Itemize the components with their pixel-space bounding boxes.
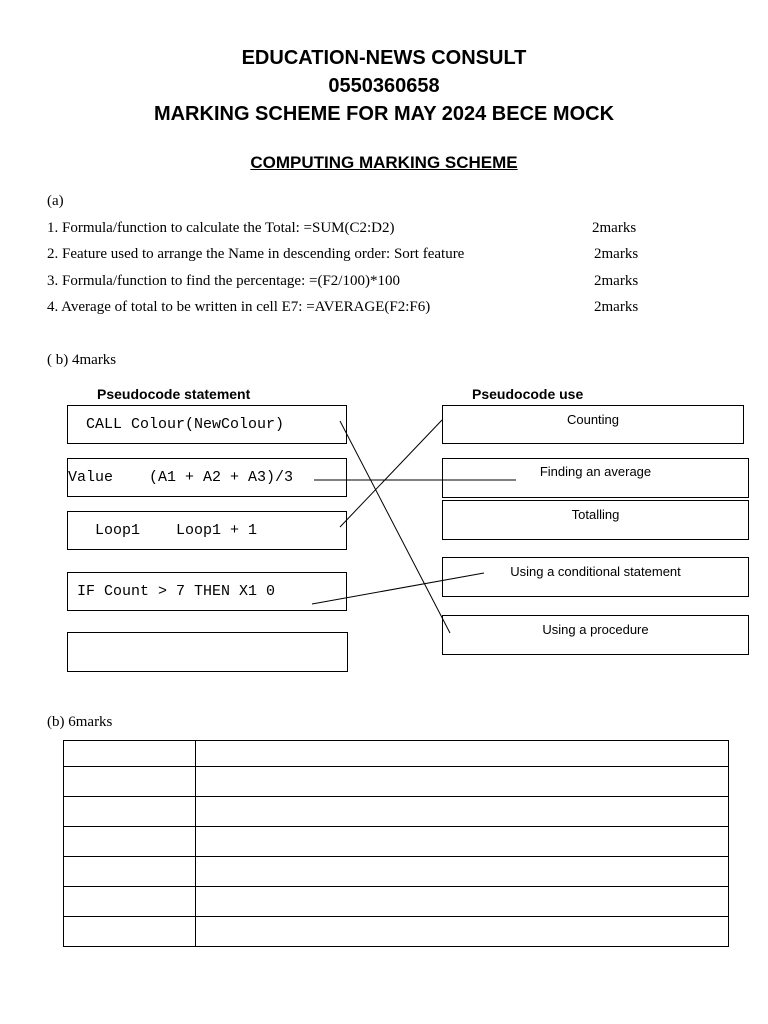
pseudocode-use-header: Pseudocode use [472, 386, 584, 402]
table-cell-right [196, 767, 729, 797]
statement-box-4 [67, 572, 347, 611]
table-row [64, 767, 729, 797]
table-row [64, 827, 729, 857]
statement-box-1 [67, 405, 347, 444]
section-a-item-4-marks: 2marks [594, 299, 639, 315]
table-cell-left [64, 827, 196, 857]
section-a-label: (a) [47, 193, 64, 209]
match-line-counting [340, 420, 442, 527]
use-box-procedure [442, 615, 749, 655]
section-a-item-2-marks: 2marks [594, 246, 639, 262]
use-text-4: Using a conditional statement [510, 564, 681, 579]
match-line-procedure [340, 421, 450, 633]
table-cell-right [196, 741, 729, 767]
statement-text-3: Loop1 Loop1 + 1 [68, 522, 258, 539]
section-a-item-2: 2. Feature used to arrange the Name in descending order: Sort feature [47, 246, 465, 262]
use-text-1: Counting [566, 412, 620, 427]
statement-text-1: CALL Colour(NewColour) [68, 416, 285, 433]
pseudocode-statement-header: Pseudocode statement [97, 386, 251, 402]
answer-table [63, 740, 729, 947]
header-organization: EDUCATION-NEWS CONSULT [241, 47, 527, 69]
section-a-item-3: 3. Formula/function to find the percentage: =(F2/100)*100 [47, 273, 400, 289]
section-b-label: ( b) 4marks [47, 352, 117, 368]
table-cell-right [196, 887, 729, 917]
table-row [64, 797, 729, 827]
table-cell-right [196, 917, 729, 947]
table-row [64, 917, 729, 947]
use-text-5: Using a procedure [542, 622, 649, 637]
table-row [64, 857, 729, 887]
section-a-item-1-marks: 2marks [592, 220, 637, 236]
table-cell-left [64, 917, 196, 947]
header-title: MARKING SCHEME FOR MAY 2024 BECE MOCK [153, 103, 615, 125]
use-text-2: Finding an average [539, 464, 652, 479]
statement-text-2: Value (A1 + A2 + A3)/3 [68, 469, 294, 486]
section-c-label: (b) 6marks [47, 714, 113, 730]
statement-box-3 [67, 511, 347, 550]
statement-box-5 [67, 632, 348, 672]
table-cell-left [64, 741, 196, 767]
section-a-item-4: 4. Average of total to be written in cell E7: =AVERAGE(F2:F6) [47, 299, 431, 315]
section-a-item-3-marks: 2marks [594, 273, 639, 289]
use-box-counting [442, 405, 744, 444]
table-cell-right [196, 857, 729, 887]
use-text-3: Totalling [571, 507, 620, 522]
table-cell-right [196, 797, 729, 827]
table-cell-left [64, 887, 196, 917]
statement-box-2 [67, 458, 347, 497]
document-subtitle: COMPUTING MARKING SCHEME [250, 153, 518, 172]
table-cell-right [196, 827, 729, 857]
table-cell-left [64, 797, 196, 827]
table-cell-left [64, 767, 196, 797]
table-row [64, 887, 729, 917]
statement-text-4: IF Count > 7 THEN X1 0 [68, 583, 276, 600]
section-a-item-1: 1. Formula/function to calculate the Total: =SUM(C2:D2) [47, 220, 395, 236]
use-box-average [442, 458, 749, 498]
statement-text-5 [68, 633, 347, 671]
table-cell-left [64, 857, 196, 887]
table-row [64, 741, 729, 767]
use-box-totalling [442, 500, 749, 540]
use-box-conditional [442, 557, 749, 597]
header-phone: 0550360658 [328, 75, 440, 97]
